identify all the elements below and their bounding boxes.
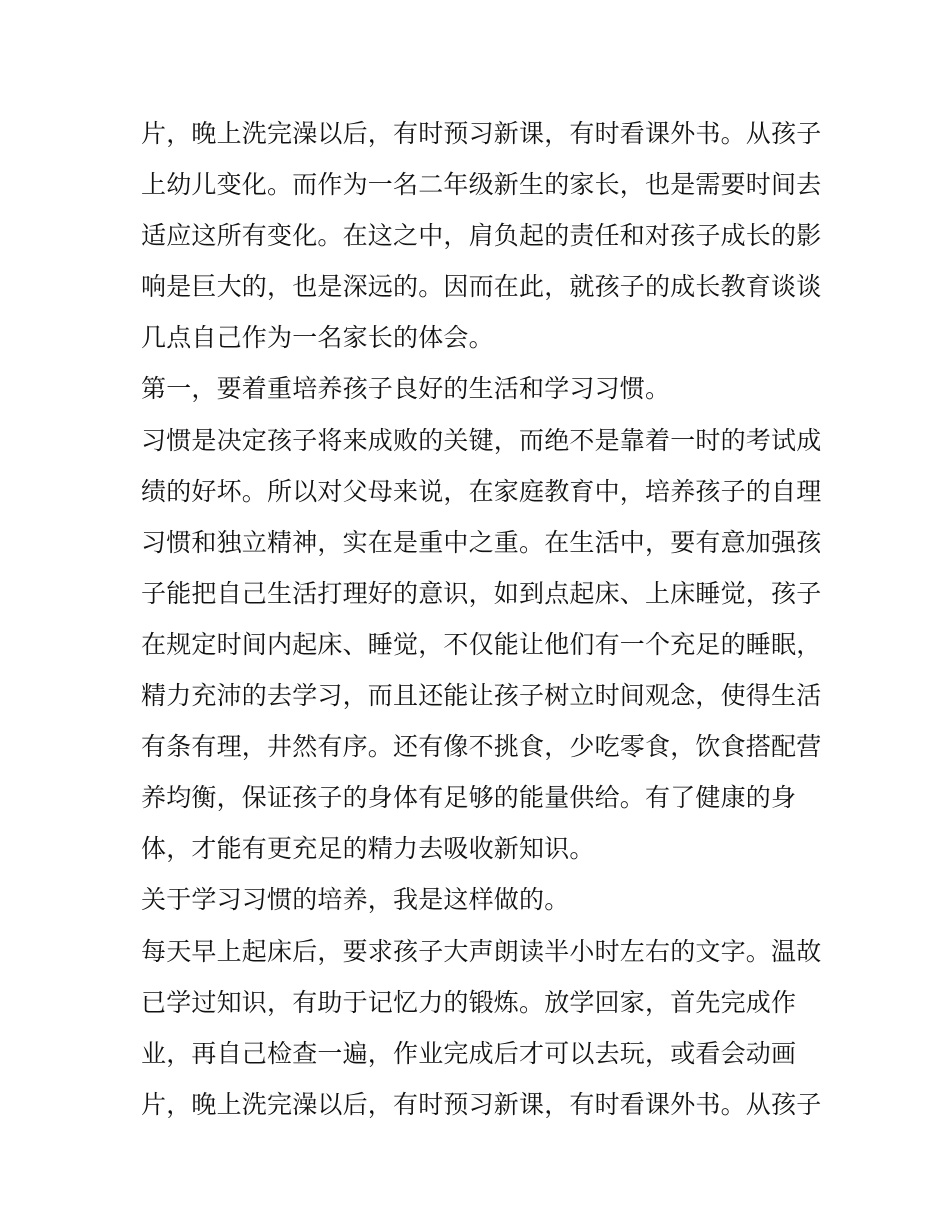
text-line: 片，晚上洗完澡以后，有时预习新课，有时看课外书。从孩子 (141, 119, 822, 148)
text-line: 精力充沛的去学习，而且还能让孩子树立时间观念，使得生活 (141, 681, 822, 711)
text-line: 习惯和独立精神，实在是重中之重。在生活中，要有意加强孩 (141, 527, 822, 557)
text-line: 有条有理，井然有序。还有像不挑食，少吃零食，饮食搭配营 (141, 732, 822, 762)
text-line: 关于学习习惯的培养，我是这样做的。 (141, 885, 570, 915)
text-line: 业，再自己检查一遍，作业完成后才可以去玩，或看会动画 (141, 1038, 797, 1068)
text-line: 习惯是决定孩子将来成败的关键，而绝不是靠着一时的考试成 (141, 425, 822, 455)
text-line: 养均衡，保证孩子的身体有足够的能量供给。有了健康的身 (141, 783, 797, 813)
text-line: 响是巨大的，也是深远的。因而在此，就孩子的成长教育谈谈 (141, 272, 822, 302)
text-line: 每天早上起床后，要求孩子大声朗读半小时左右的文字。温故 (141, 936, 822, 966)
text-line: 在规定时间内起床、睡觉，不仅能让他们有一个充足的睡眠， (141, 629, 822, 659)
text-line: 几点自己作为一名家长的体会。 (141, 323, 494, 353)
text-line: 子能把自己生活打理好的意识，如到点起床、上床睡觉，孩子 (141, 578, 822, 608)
text-line: 绩的好坏。所以对父母来说，在家庭教育中，培养孩子的自理 (141, 476, 822, 506)
text-line: 上幼儿变化。而作为一名二年级新生的家长，也是需要时间去 (141, 170, 822, 200)
text-line: 片，晚上洗完澡以后，有时预习新课，有时看课外书。从孩子 (141, 1089, 822, 1119)
body-text (141, 108, 821, 1130)
text-line: 体，才能有更充足的精力去吸收新知识。 (141, 834, 595, 864)
text-line: 适应这所有变化。在这之中，肩负起的责任和对孩子成长的影 (141, 221, 822, 251)
section-heading: 第一，要着重培养孩子良好的生活和学习习惯。 (141, 374, 671, 404)
text-line: 已学过知识，有助于记忆力的锻炼。放学回家，首先完成作 (141, 987, 797, 1017)
